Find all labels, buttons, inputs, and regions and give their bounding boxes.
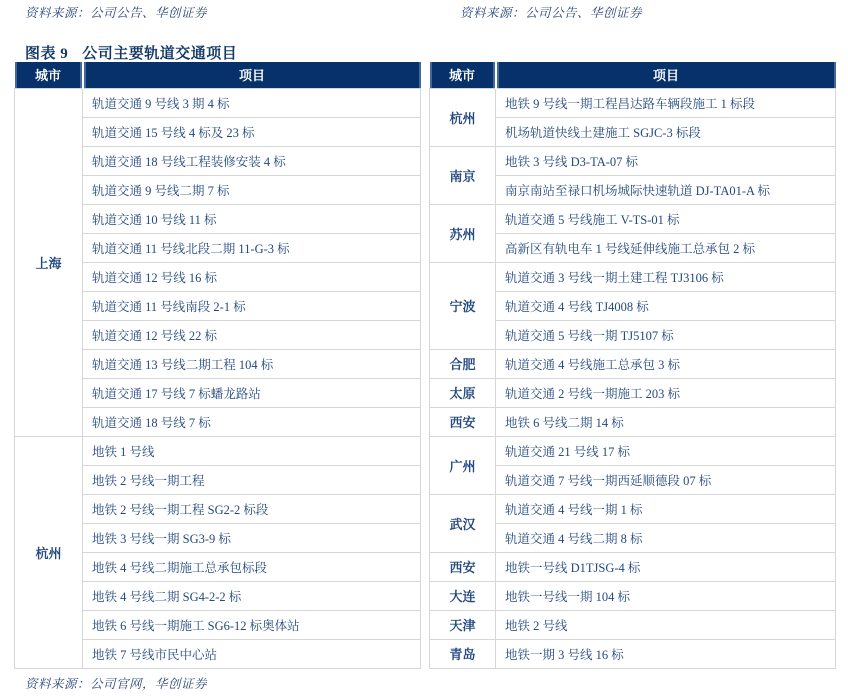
city-cell: 合肥 [430,349,496,378]
rail-projects-table-wrap [14,62,834,669]
project-cell: 地铁 1 号线 [83,436,421,465]
table-row [430,639,836,668]
city-cell: 宁波 [430,262,496,349]
table-body-right [430,88,836,668]
project-cell: 轨道交通 4 号线二期 8 标 [496,523,836,552]
project-cell: 轨道交通 4 号线施工总承包 3 标 [496,349,836,378]
table-row [430,552,836,581]
city-cell: 杭州 [430,88,496,146]
project-cell: 高新区有轨电车 1 号线延伸线施工总承包 2 标 [496,233,836,262]
project-cell: 轨道交通 4 号线 TJ4008 标 [496,291,836,320]
city-cell: 广州 [430,436,496,494]
project-cell: 地铁 4 号线二期 SG4-2-2 标 [83,581,421,610]
table-row [15,88,421,117]
table-row [430,146,836,175]
table-row [430,610,836,639]
project-cell: 地铁 2 号线一期工程 [83,465,421,494]
city-cell: 大连 [430,581,496,610]
table-row [430,378,836,407]
project-cell: 轨道交通 9 号线 3 期 4 标 [83,88,421,117]
table-row [430,581,836,610]
table-body-left [15,88,421,668]
project-cell: 轨道交通 21 号线 17 标 [496,436,836,465]
project-cell: 轨道交通 18 号线工程装修安装 4 标 [83,146,421,175]
project-cell: 地铁 4 号线二期施工总承包标段 [83,552,421,581]
table-row [430,262,836,291]
project-cell: 轨道交通 9 号线二期 7 标 [83,175,421,204]
table-row [430,204,836,233]
project-cell: 地铁 2 号线 [496,610,836,639]
city-cell: 青岛 [430,639,496,668]
figure-title-text: 公司主要轨道交通项目 [82,46,238,62]
project-cell: 地铁 6 号线二期 14 标 [496,407,836,436]
project-cell: 地铁 9 号线一期工程昌达路车辆段施工 1 标段 [496,88,836,117]
project-cell: 地铁 6 号线一期施工 SG6-12 标奥体站 [83,610,421,639]
project-cell: 轨道交通 10 号线 11 标 [83,204,421,233]
rail-projects-table-left [14,62,421,669]
city-cell: 天津 [430,610,496,639]
table-row [15,436,421,465]
project-cell: 轨道交通 13 号线二期工程 104 标 [83,349,421,378]
source-note-top-right: 资料来源：公司公告、华创证券 [460,6,643,20]
city-cell: 太原 [430,378,496,407]
project-cell: 轨道交通 17 号线 7 标蟠龙路站 [83,378,421,407]
figure-label: 图表 9 [25,46,69,62]
project-cell: 轨道交通 2 号线一期施工 203 标 [496,378,836,407]
column-header-city: 城市 [430,62,496,88]
table-row [430,436,836,465]
project-cell: 轨道交通 7 号线一期西延顺德段 07 标 [496,465,836,494]
table-row [430,349,836,378]
column-header-project: 项目 [83,62,421,88]
project-cell: 轨道交通 11 号线北段二期 11-G-3 标 [83,233,421,262]
project-cell: 地铁 7 号线市民中心站 [83,639,421,668]
project-cell: 地铁一号线 D1TJSG-4 标 [496,552,836,581]
project-cell: 地铁一号线一期 104 标 [496,581,836,610]
project-cell: 轨道交通 12 号线 22 标 [83,320,421,349]
header-row [15,62,421,88]
column-header-project: 项目 [496,62,836,88]
project-cell: 轨道交通 5 号线一期 TJ5107 标 [496,320,836,349]
table-row [430,494,836,523]
city-cell: 杭州 [15,436,83,668]
project-cell: 轨道交通 18 号线 7 标 [83,407,421,436]
source-note-bottom: 资料来源：公司官网，华创证券 [25,677,208,691]
table-row [430,407,836,436]
city-cell: 南京 [430,146,496,204]
project-cell: 轨道交通 12 号线 16 标 [83,262,421,291]
project-cell: 南京南站至禄口机场城际快速轨道 DJ-TA01-A 标 [496,175,836,204]
column-header-city: 城市 [15,62,83,88]
project-cell: 轨道交通 3 号线一期土建工程 TJ3106 标 [496,262,836,291]
project-cell: 轨道交通 15 号线 4 标及 23 标 [83,117,421,146]
city-cell: 上海 [15,88,83,436]
project-cell: 地铁一期 3 号线 16 标 [496,639,836,668]
city-cell: 西安 [430,552,496,581]
city-cell: 西安 [430,407,496,436]
project-cell: 地铁 2 号线一期工程 SG2-2 标段 [83,494,421,523]
rail-projects-table-right [429,62,836,669]
city-cell: 武汉 [430,494,496,552]
project-cell: 轨道交通 11 号线南段 2-1 标 [83,291,421,320]
project-cell: 地铁 3 号线 D3-TA-07 标 [496,146,836,175]
city-cell: 苏州 [430,204,496,262]
figure-title [25,42,237,63]
project-cell: 轨道交通 5 号线施工 V-TS-01 标 [496,204,836,233]
project-cell: 机场轨道快线土建施工 SGJC-3 标段 [496,117,836,146]
source-note-top-left: 资料来源：公司公告、华创证券 [25,6,208,20]
project-cell: 地铁 3 号线一期 SG3-9 标 [83,523,421,552]
project-cell: 轨道交通 4 号线一期 1 标 [496,494,836,523]
header-row [430,62,836,88]
table-row [430,88,836,117]
